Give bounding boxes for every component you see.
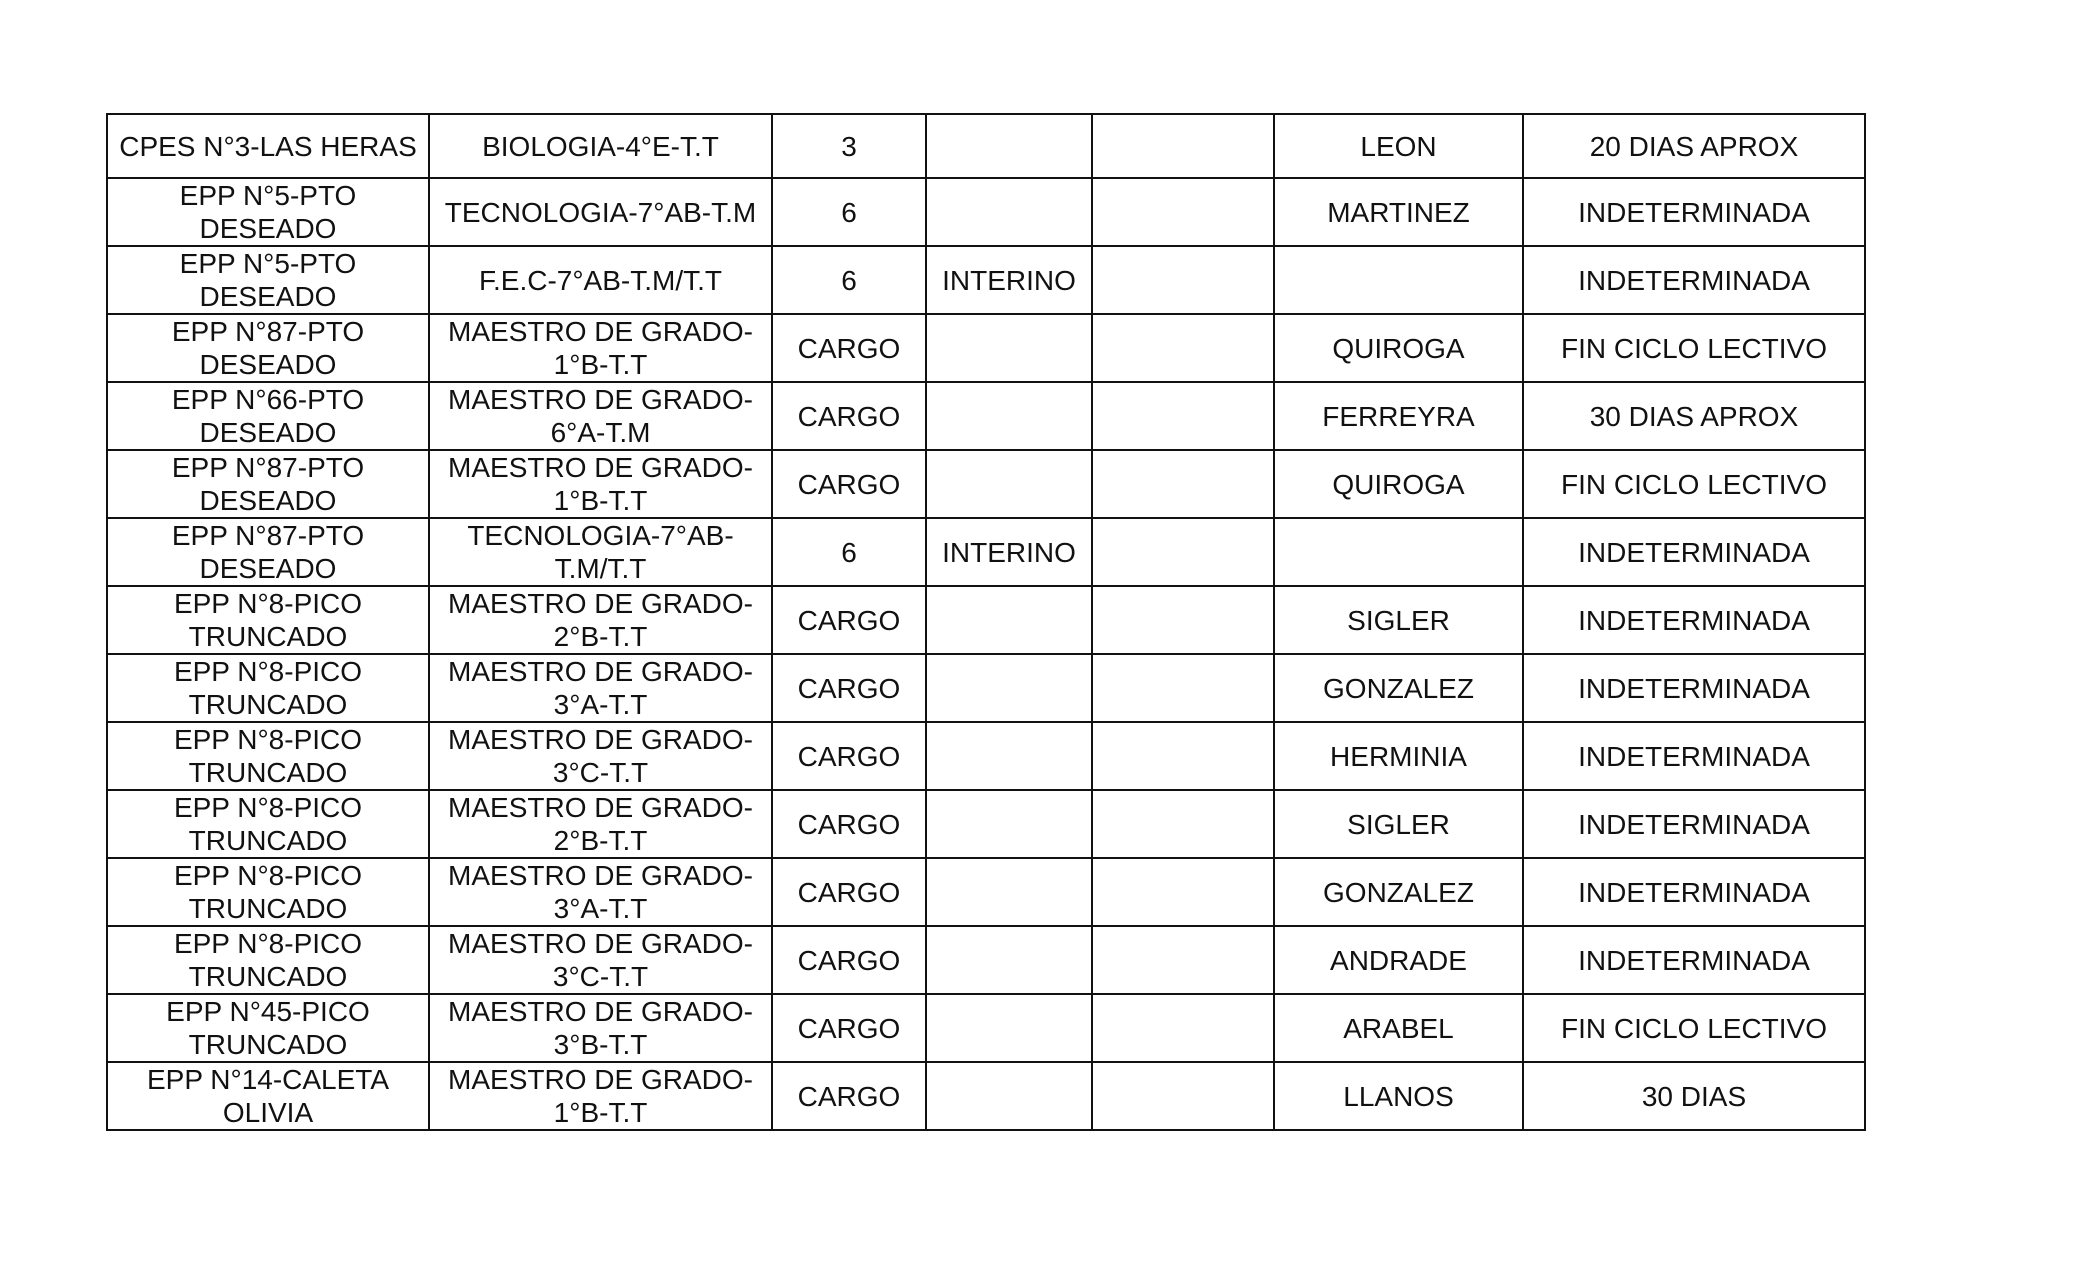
extra-cell (1092, 518, 1274, 586)
extra-cell (1092, 858, 1274, 926)
school-cell: EPP N°8-PICO TRUNCADO (107, 654, 429, 722)
hours-cell: CARGO (772, 994, 926, 1062)
table-row (107, 114, 1865, 178)
extra-cell (1092, 382, 1274, 450)
duration-cell: FIN CICLO LECTIVO (1523, 450, 1865, 518)
table-row (107, 926, 1865, 994)
extra-cell (1092, 790, 1274, 858)
duration-cell: INDETERMINADA (1523, 586, 1865, 654)
status-cell: INTERINO (926, 518, 1092, 586)
extra-cell (1092, 114, 1274, 178)
subject-cell: MAESTRO DE GRADO-3°B-T.T (429, 994, 772, 1062)
teacher-cell: LLANOS (1274, 1062, 1523, 1130)
table-row (107, 518, 1865, 586)
duration-cell: FIN CICLO LECTIVO (1523, 314, 1865, 382)
school-cell: EPP N°8-PICO TRUNCADO (107, 926, 429, 994)
teacher-cell: HERMINIA (1274, 722, 1523, 790)
duration-cell: INDETERMINADA (1523, 246, 1865, 314)
subject-cell: MAESTRO DE GRADO-1°B-T.T (429, 1062, 772, 1130)
school-cell: EPP N°5-PTO DESEADO (107, 178, 429, 246)
teacher-cell: SIGLER (1274, 790, 1523, 858)
subject-cell: MAESTRO DE GRADO-1°B-T.T (429, 450, 772, 518)
duration-cell: INDETERMINADA (1523, 178, 1865, 246)
table-row (107, 1062, 1865, 1130)
subject-cell: MAESTRO DE GRADO-1°B-T.T (429, 314, 772, 382)
school-cell: EPP N°66-PTO DESEADO (107, 382, 429, 450)
teacher-cell: GONZALEZ (1274, 858, 1523, 926)
status-cell (926, 114, 1092, 178)
status-cell (926, 450, 1092, 518)
status-cell (926, 178, 1092, 246)
subject-cell: TECNOLOGIA-7°AB-T.M (429, 178, 772, 246)
status-cell (926, 654, 1092, 722)
hours-cell: CARGO (772, 450, 926, 518)
extra-cell (1092, 1062, 1274, 1130)
subject-cell: MAESTRO DE GRADO-3°C-T.T (429, 926, 772, 994)
teacher-cell: ARABEL (1274, 994, 1523, 1062)
teacher-cell: ANDRADE (1274, 926, 1523, 994)
subject-cell: MAESTRO DE GRADO-2°B-T.T (429, 586, 772, 654)
school-cell: EPP N°8-PICO TRUNCADO (107, 790, 429, 858)
school-cell: EPP N°87-PTO DESEADO (107, 450, 429, 518)
status-cell: INTERINO (926, 246, 1092, 314)
table-row (107, 790, 1865, 858)
subject-cell: MAESTRO DE GRADO-3°C-T.T (429, 722, 772, 790)
extra-cell (1092, 450, 1274, 518)
extra-cell (1092, 246, 1274, 314)
duration-cell: INDETERMINADA (1523, 926, 1865, 994)
status-cell (926, 382, 1092, 450)
subject-cell: MAESTRO DE GRADO-6°A-T.M (429, 382, 772, 450)
teacher-cell: GONZALEZ (1274, 654, 1523, 722)
school-cell: EPP N°8-PICO TRUNCADO (107, 722, 429, 790)
duration-cell: 20 DIAS APROX (1523, 114, 1865, 178)
extra-cell (1092, 926, 1274, 994)
hours-cell: 3 (772, 114, 926, 178)
duration-cell: INDETERMINADA (1523, 722, 1865, 790)
teacher-cell: SIGLER (1274, 586, 1523, 654)
subject-cell: MAESTRO DE GRADO-3°A-T.T (429, 858, 772, 926)
hours-cell: CARGO (772, 722, 926, 790)
document-page (106, 113, 1866, 1131)
hours-cell: CARGO (772, 586, 926, 654)
school-cell: EPP N°8-PICO TRUNCADO (107, 858, 429, 926)
extra-cell (1092, 654, 1274, 722)
status-cell (926, 722, 1092, 790)
table-row (107, 654, 1865, 722)
subject-cell: MAESTRO DE GRADO-3°A-T.T (429, 654, 772, 722)
school-cell: EPP N°87-PTO DESEADO (107, 314, 429, 382)
school-cell: EPP N°5-PTO DESEADO (107, 246, 429, 314)
extra-cell (1092, 314, 1274, 382)
status-cell (926, 858, 1092, 926)
status-cell (926, 1062, 1092, 1130)
subject-cell: TECNOLOGIA-7°AB-T.M/T.T (429, 518, 772, 586)
hours-cell: CARGO (772, 654, 926, 722)
teacher-cell: MARTINEZ (1274, 178, 1523, 246)
table-row (107, 586, 1865, 654)
extra-cell (1092, 178, 1274, 246)
hours-cell: CARGO (772, 382, 926, 450)
table-row (107, 722, 1865, 790)
duration-cell: INDETERMINADA (1523, 654, 1865, 722)
vacancy-table-body (107, 114, 1865, 1130)
duration-cell: INDETERMINADA (1523, 858, 1865, 926)
duration-cell: FIN CICLO LECTIVO (1523, 994, 1865, 1062)
hours-cell: 6 (772, 178, 926, 246)
table-row (107, 246, 1865, 314)
duration-cell: 30 DIAS APROX (1523, 382, 1865, 450)
teacher-cell: QUIROGA (1274, 314, 1523, 382)
school-cell: EPP N°87-PTO DESEADO (107, 518, 429, 586)
teacher-cell: LEON (1274, 114, 1523, 178)
hours-cell: 6 (772, 246, 926, 314)
table-row (107, 178, 1865, 246)
teacher-cell: QUIROGA (1274, 450, 1523, 518)
duration-cell: 30 DIAS (1523, 1062, 1865, 1130)
school-cell: EPP N°45-PICO TRUNCADO (107, 994, 429, 1062)
extra-cell (1092, 994, 1274, 1062)
school-cell: EPP N°8-PICO TRUNCADO (107, 586, 429, 654)
school-cell: EPP N°14-CALETA OLIVIA (107, 1062, 429, 1130)
hours-cell: CARGO (772, 790, 926, 858)
table-row (107, 994, 1865, 1062)
teacher-cell (1274, 246, 1523, 314)
hours-cell: CARGO (772, 858, 926, 926)
subject-cell: MAESTRO DE GRADO-2°B-T.T (429, 790, 772, 858)
teacher-cell (1274, 518, 1523, 586)
hours-cell: CARGO (772, 314, 926, 382)
extra-cell (1092, 722, 1274, 790)
subject-cell: BIOLOGIA-4°E-T.T (429, 114, 772, 178)
school-cell: CPES N°3-LAS HERAS (107, 114, 429, 178)
hours-cell: 6 (772, 518, 926, 586)
status-cell (926, 994, 1092, 1062)
status-cell (926, 586, 1092, 654)
duration-cell: INDETERMINADA (1523, 518, 1865, 586)
table-row (107, 382, 1865, 450)
table-row (107, 450, 1865, 518)
extra-cell (1092, 586, 1274, 654)
hours-cell: CARGO (772, 926, 926, 994)
status-cell (926, 926, 1092, 994)
teacher-cell: FERREYRA (1274, 382, 1523, 450)
hours-cell: CARGO (772, 1062, 926, 1130)
subject-cell: F.E.C-7°AB-T.M/T.T (429, 246, 772, 314)
duration-cell: INDETERMINADA (1523, 790, 1865, 858)
table-row (107, 314, 1865, 382)
status-cell (926, 314, 1092, 382)
status-cell (926, 790, 1092, 858)
table-row (107, 858, 1865, 926)
vacancy-table (106, 113, 1866, 1131)
